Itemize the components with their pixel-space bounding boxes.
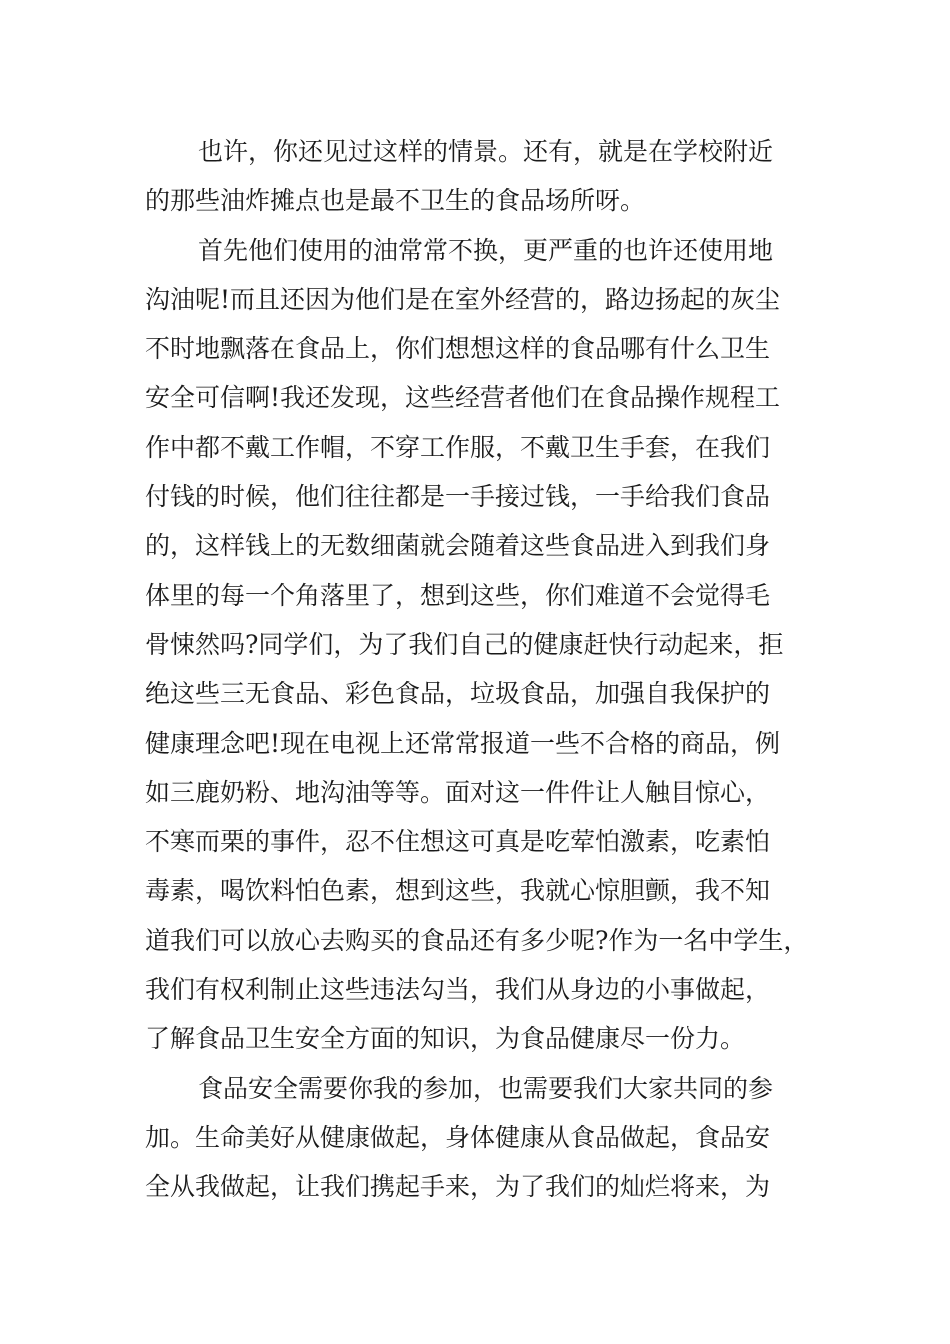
text-line: 全从我做起，让我们携起手来，为了我们的灿烂将来，为: [145, 1172, 771, 1202]
text-line: 健康理念吧!现在电视上还常常报道一些不合格的商品，例: [145, 728, 781, 758]
text-line: 骨悚然吗?同学们，为了我们自己的健康赶快行动起来，拒: [145, 629, 784, 659]
text-line: 首先他们使用的油常常不换，更严重的也许还使用地: [198, 235, 774, 265]
text-line: 如三鹿奶粉、地沟油等等。面对这一件件让人触目惊心，: [145, 777, 771, 807]
text-line: 体里的每一个角落里了，想到这些，你们难道不会觉得毛: [145, 580, 771, 610]
text-line: 付钱的时候，他们往往都是一手接过钱，一手给我们食品: [145, 482, 771, 512]
body-text: [145, 127, 825, 1212]
text-line: 的那些油炸摊点也是最不卫生的食品场所呀。: [145, 186, 646, 216]
text-line: 也许，你还见过这样的情景。还有，就是在学校附近: [198, 137, 774, 166]
text-line: 道我们可以放心去购买的食品还有多少呢?作为一名中学生，: [145, 925, 809, 955]
text-line: 加。生命美好从健康做起，身体健康从食品做起，食品安: [145, 1122, 771, 1152]
paragraph-3: [145, 1064, 825, 1212]
text-line: 不寒而栗的事件，忍不住想这可真是吃荤怕激素，吃素怕: [145, 827, 771, 857]
text-line: 作中都不戴工作帽，不穿工作服，不戴卫生手套，在我们: [145, 432, 771, 462]
paragraph-1: [145, 127, 825, 226]
text-line: 沟油呢!而且还因为他们是在室外经营的，路边扬起的灰尘: [145, 284, 781, 314]
text-line: 安全可信啊!我还发现，这些经营者他们在食品操作规程工: [145, 383, 781, 413]
text-line: 了解食品卫生安全方面的知识，为食品健康尽一份力。: [145, 1024, 746, 1054]
text-line: 绝这些三无食品、彩色食品，垃圾食品，加强自我保护的: [145, 679, 771, 709]
text-line: 我们有权利制止这些违法勾当，我们从身边的小事做起，: [145, 975, 771, 1005]
paragraph-2: [145, 226, 825, 1064]
text-line: 的，这样钱上的无数细菌就会随着这些食品进入到我们身: [145, 531, 771, 561]
text-line: 食品安全需要你我的参加，也需要我们大家共同的参: [198, 1073, 774, 1103]
text-line: 不时地飘落在食品上，你们想想这样的食品哪有什么卫生: [145, 334, 771, 364]
text-line: 毒素，喝饮料怕色素，想到这些，我就心惊胆颤，我不知: [145, 876, 771, 906]
